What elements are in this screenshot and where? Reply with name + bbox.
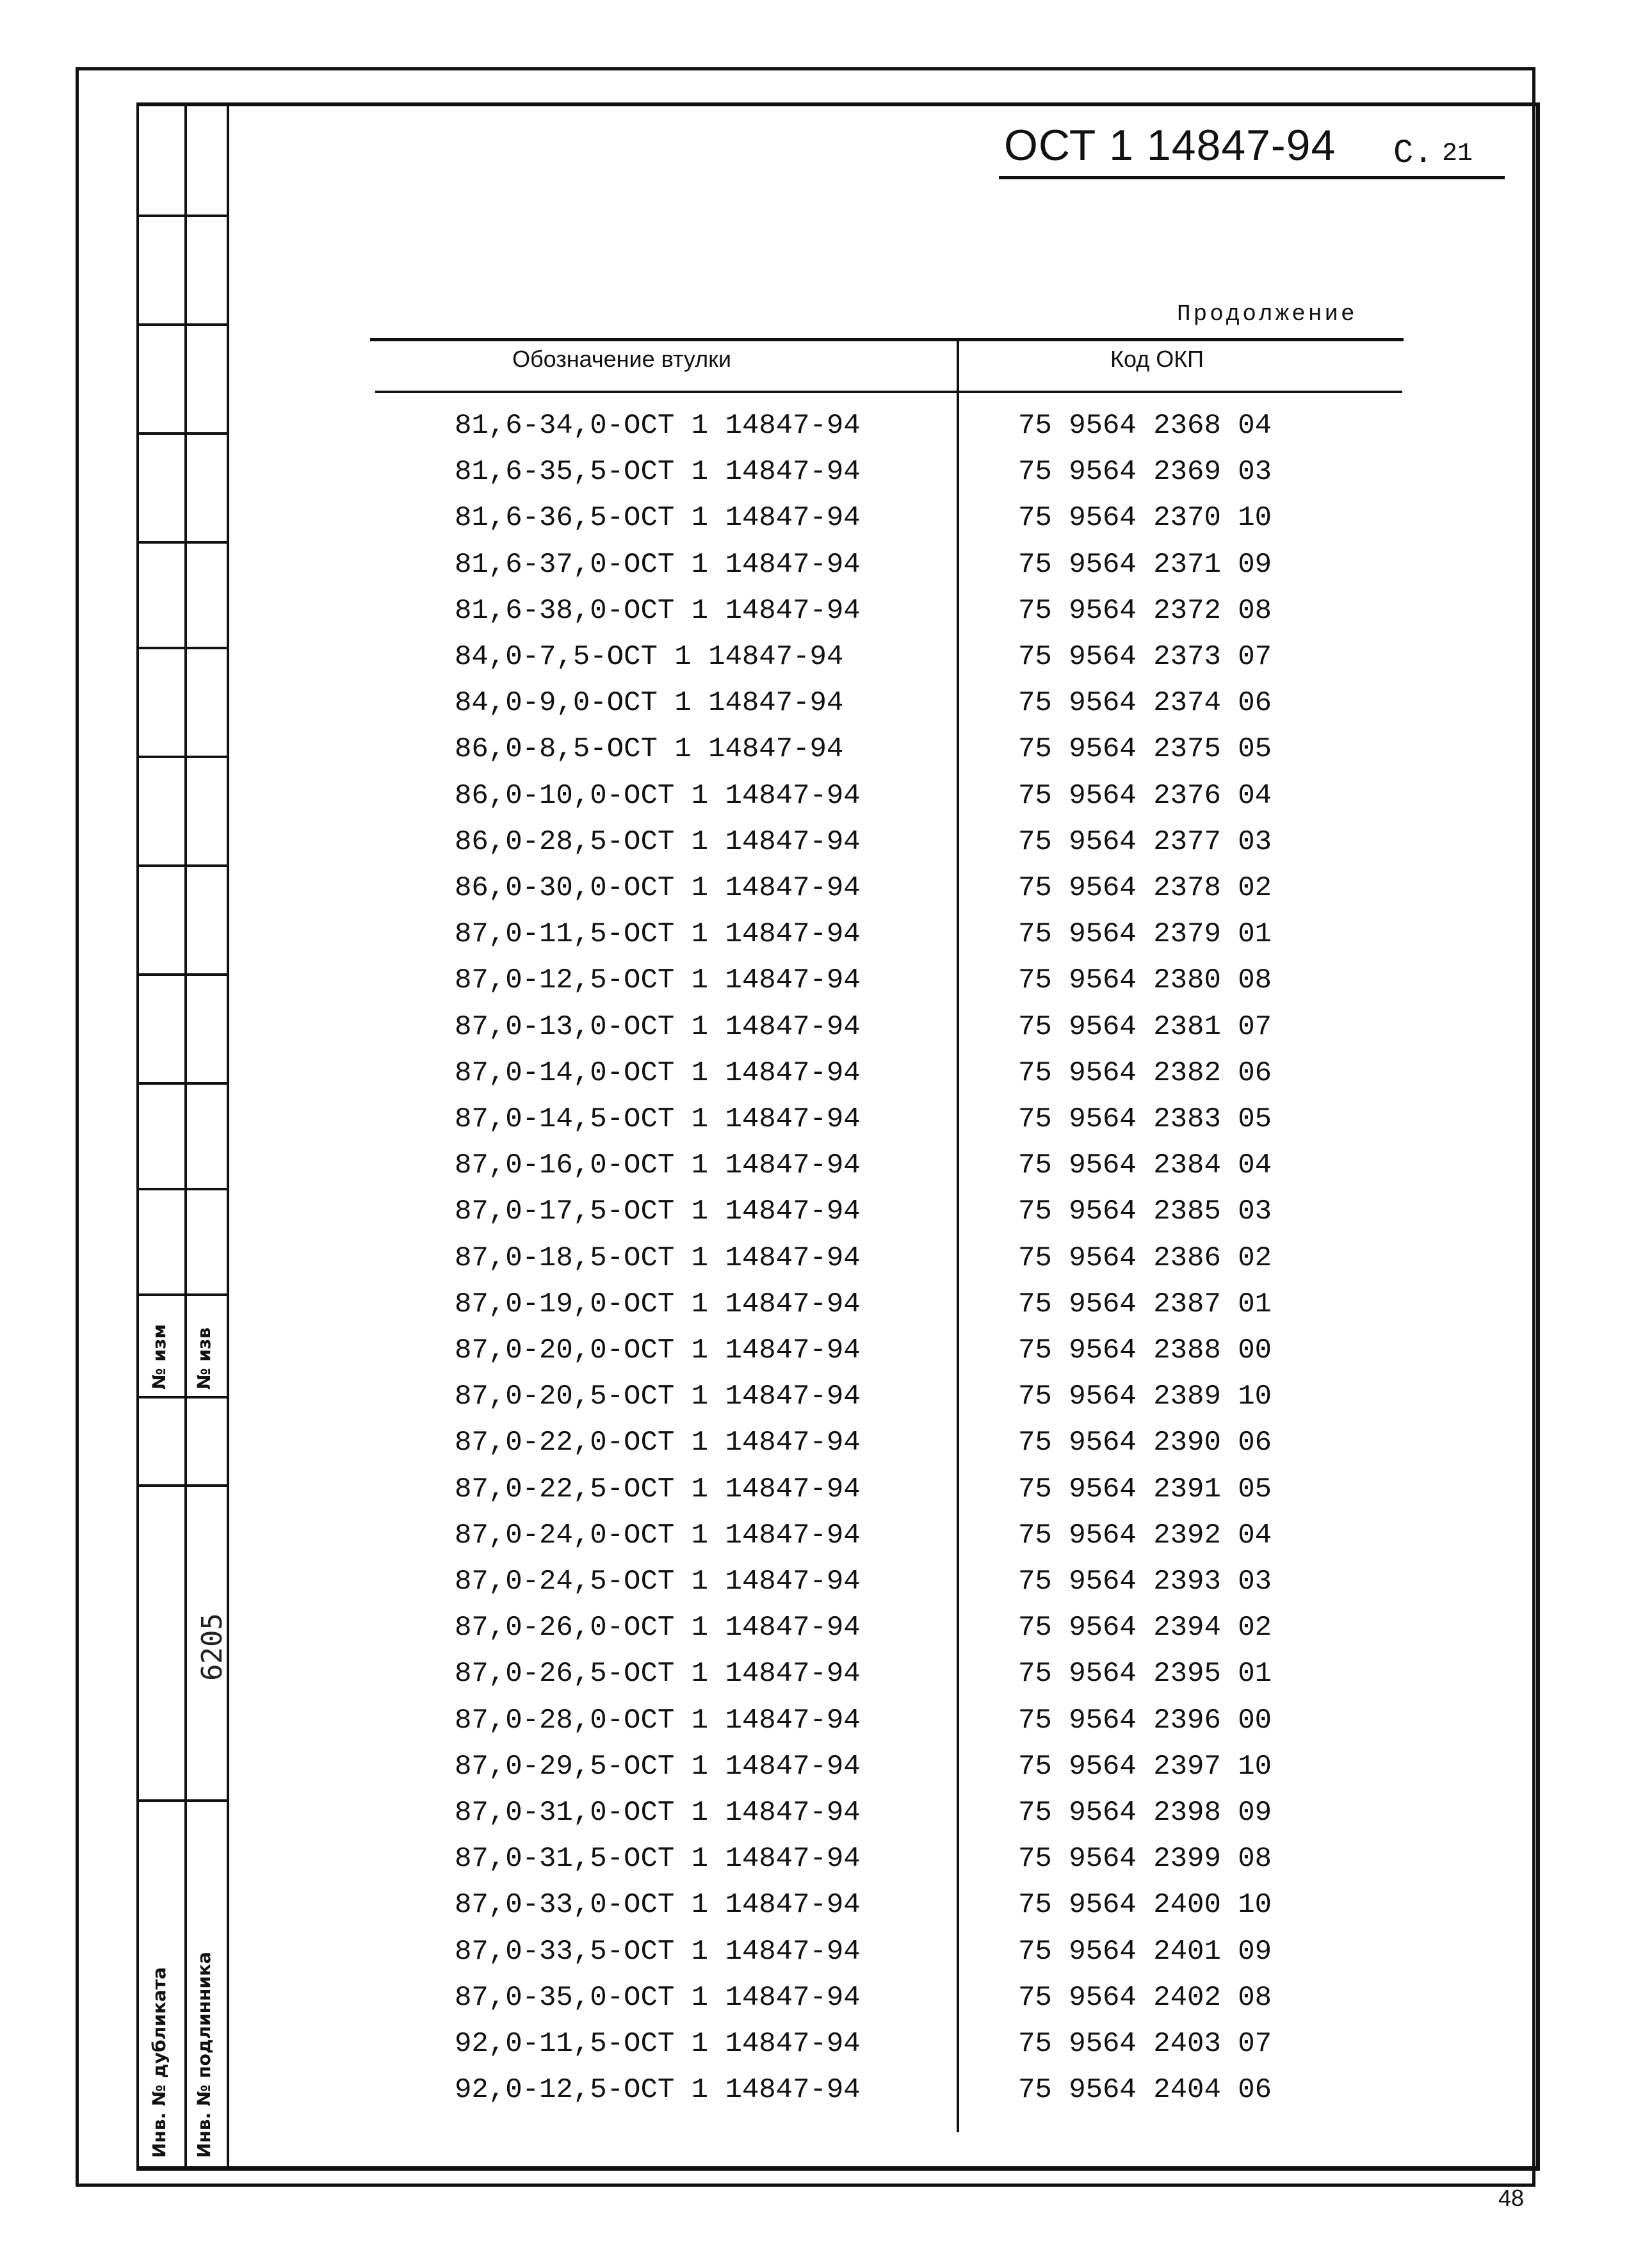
okp-code: 75 9564 2394 02	[1018, 1612, 1272, 1644]
continuation-label: Продолжение	[1177, 301, 1357, 327]
bushing-designation: 87,0-28,0-ОСТ 1 14847-94	[455, 1705, 861, 1737]
okp-code: 75 9564 2370 10	[1018, 502, 1272, 534]
bushing-designation: 86,0-8,5-ОСТ 1 14847-94	[455, 733, 844, 765]
bushing-designation: 87,0-35,0-ОСТ 1 14847-94	[455, 1982, 861, 2014]
okp-code: 75 9564 2373 07	[1018, 641, 1272, 673]
okp-code: 75 9564 2384 04	[1018, 1149, 1272, 1181]
okp-code: 75 9564 2376 04	[1018, 780, 1272, 812]
bushing-designation: 87,0-16,0-ОСТ 1 14847-94	[455, 1149, 861, 1181]
okp-code: 75 9564 2390 06	[1018, 1427, 1272, 1459]
okp-code: 75 9564 2401 09	[1018, 1936, 1272, 1968]
okp-code: 75 9564 2382 06	[1018, 1057, 1272, 1089]
column-header-okp-code: Код ОКП	[1110, 346, 1204, 372]
okp-code: 75 9564 2372 08	[1018, 595, 1272, 627]
bushing-designation: 87,0-31,5-ОСТ 1 14847-94	[455, 1843, 861, 1875]
okp-code: 75 9564 2402 08	[1018, 1982, 1272, 2014]
okp-code: 75 9564 2380 08	[1018, 964, 1272, 996]
bushing-designation: 81,6-34,0-ОСТ 1 14847-94	[455, 410, 861, 442]
okp-code: 75 9564 2392 04	[1018, 1519, 1272, 1552]
bushing-designation: 87,0-12,5-ОСТ 1 14847-94	[455, 964, 861, 996]
okp-code: 75 9564 2389 10	[1018, 1381, 1272, 1413]
bushing-designation: 87,0-29,5-ОСТ 1 14847-94	[455, 1751, 861, 1783]
okp-code: 75 9564 2395 01	[1018, 1658, 1272, 1690]
bushing-designation: 87,0-33,0-ОСТ 1 14847-94	[455, 1889, 861, 1921]
izv-label: № изв	[193, 1327, 215, 1390]
bushing-designation: 87,0-24,0-ОСТ 1 14847-94	[455, 1519, 861, 1552]
okp-code: 75 9564 2404 06	[1018, 2074, 1272, 2106]
podl-label: Инв. № подлинника	[193, 1952, 215, 2158]
page-number: 21	[1442, 140, 1473, 168]
okp-code: 75 9564 2391 05	[1018, 1473, 1272, 1505]
bushing-designation: 87,0-26,5-ОСТ 1 14847-94	[455, 1658, 861, 1690]
bushing-designation: 92,0-11,5-ОСТ 1 14847-94	[455, 2028, 861, 2060]
table-top-rule	[370, 338, 1404, 341]
okp-code: 75 9564 2383 05	[1018, 1103, 1272, 1135]
bushing-designation: 86,0-10,0-ОСТ 1 14847-94	[455, 780, 861, 812]
okp-code: 75 9564 2377 03	[1018, 826, 1272, 858]
sheet-number: 48	[1498, 2185, 1525, 2211]
dubl-label: Инв. № дубликата	[149, 1967, 170, 2158]
okp-code: 75 9564 2369 03	[1018, 456, 1272, 488]
okp-code: 75 9564 2400 10	[1018, 1889, 1272, 1921]
okp-code: 75 9564 2381 07	[1018, 1011, 1272, 1043]
bushing-designation: 87,0-22,0-ОСТ 1 14847-94	[455, 1427, 861, 1459]
bushing-designation: 87,0-13,0-ОСТ 1 14847-94	[455, 1011, 861, 1043]
page-prefix: С.	[1393, 134, 1434, 172]
bushing-designation: 81,6-37,0-ОСТ 1 14847-94	[455, 549, 861, 581]
bushing-designation: 81,6-36,5-ОСТ 1 14847-94	[455, 502, 861, 534]
bushing-designation: 87,0-22,5-ОСТ 1 14847-94	[455, 1473, 861, 1505]
bushing-designation: 86,0-28,5-ОСТ 1 14847-94	[455, 826, 861, 858]
okp-code: 75 9564 2385 03	[1018, 1195, 1272, 1228]
bushing-designation: 84,0-9,0-ОСТ 1 14847-94	[455, 687, 844, 719]
bushing-designation: 87,0-24,5-ОСТ 1 14847-94	[455, 1566, 861, 1598]
table-header-rule	[375, 391, 1402, 393]
bushing-designation: 87,0-14,5-ОСТ 1 14847-94	[455, 1103, 861, 1135]
okp-code: 75 9564 2378 02	[1018, 872, 1272, 904]
bushing-designation: 87,0-11,5-ОСТ 1 14847-94	[455, 918, 861, 950]
bushing-designation: 87,0-33,5-ОСТ 1 14847-94	[455, 1936, 861, 1968]
okp-code: 75 9564 2374 06	[1018, 687, 1272, 719]
okp-code: 75 9564 2396 00	[1018, 1705, 1272, 1737]
okp-code: 75 9564 2398 09	[1018, 1797, 1272, 1829]
bushing-designation: 87,0-26,0-ОСТ 1 14847-94	[455, 1612, 861, 1644]
bushing-designation: 81,6-38,0-ОСТ 1 14847-94	[455, 595, 861, 627]
podl-number: 6205	[196, 1613, 229, 1681]
bushing-designation: 87,0-18,5-ОСТ 1 14847-94	[455, 1242, 861, 1274]
izm-label: № изм	[149, 1324, 170, 1390]
bushing-designation: 92,0-12,5-ОСТ 1 14847-94	[455, 2074, 861, 2106]
header-underline	[999, 176, 1505, 179]
okp-code: 75 9564 2386 02	[1018, 1242, 1272, 1274]
bushing-designation: 86,0-30,0-ОСТ 1 14847-94	[455, 872, 861, 904]
bushing-designation: 84,0-7,5-ОСТ 1 14847-94	[455, 641, 844, 673]
okp-code: 75 9564 2397 10	[1018, 1751, 1272, 1783]
bushing-designation: 87,0-14,0-ОСТ 1 14847-94	[455, 1057, 861, 1089]
bushing-designation: 87,0-20,0-ОСТ 1 14847-94	[455, 1334, 861, 1366]
okp-code: 75 9564 2387 01	[1018, 1288, 1272, 1320]
okp-code: 75 9564 2375 05	[1018, 733, 1272, 765]
okp-code: 75 9564 2399 08	[1018, 1843, 1272, 1875]
bushing-designation: 87,0-17,5-ОСТ 1 14847-94	[455, 1195, 861, 1228]
bushing-designation: 81,6-35,5-ОСТ 1 14847-94	[455, 456, 861, 488]
okp-code: 75 9564 2379 01	[1018, 918, 1272, 950]
okp-code: 75 9564 2393 03	[1018, 1566, 1272, 1598]
bushing-designation: 87,0-19,0-ОСТ 1 14847-94	[455, 1288, 861, 1320]
okp-code: 75 9564 2403 07	[1018, 2028, 1272, 2060]
column-divider	[957, 339, 959, 2132]
okp-code: 75 9564 2388 00	[1018, 1334, 1272, 1366]
bushing-designation: 87,0-20,5-ОСТ 1 14847-94	[455, 1381, 861, 1413]
okp-code: 75 9564 2371 09	[1018, 549, 1272, 581]
document-number: ОСТ 1 14847-94	[1004, 121, 1336, 170]
okp-code: 75 9564 2368 04	[1018, 410, 1272, 442]
bushing-designation: 87,0-31,0-ОСТ 1 14847-94	[455, 1797, 861, 1829]
column-header-designation: Обозначение втулки	[512, 346, 731, 372]
